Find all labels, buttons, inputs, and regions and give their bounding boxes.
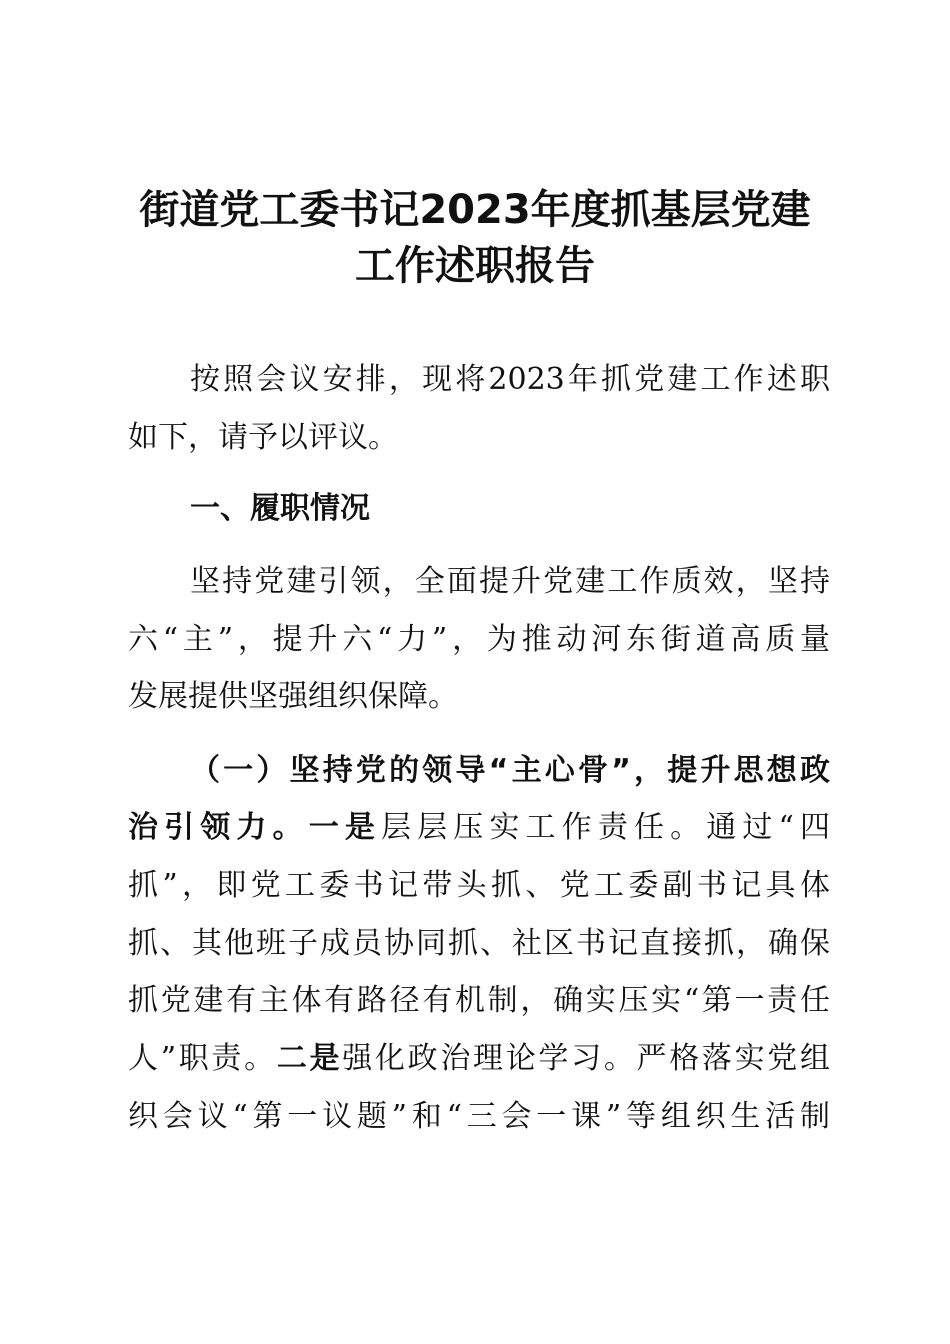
section1-para-line1: 坚持党建引领，全面提升党建工作质效，坚持 (190, 564, 830, 599)
sub1-heading-line1: （一）坚持党的领导“主心骨”，提升思想政 (190, 753, 830, 788)
document-title-line1: 街道党工委书记2023年度抓基层党建 (139, 187, 811, 233)
sub1-heading-line2-rest: 层层压实工作责任。通过“四 (380, 810, 830, 845)
section1-heading: 一、履职情况 (190, 491, 370, 526)
sub1-heading-line2-bold: 治引领力。一是 (128, 810, 381, 845)
section1-para-line2: 六“主”，提升六“力”，为推动河东街道高质量 (128, 622, 830, 657)
sub1-line2 (128, 808, 830, 848)
sub1-line7: 织会议“第一议题”和“三会一课”等组织生活制 (128, 1099, 830, 1134)
sub1-line4: 抓、其他班子成员协同抓、社区书记直接抓，确保 (128, 926, 830, 961)
document-title-line2: 工作述职报告 (355, 243, 595, 289)
sub1-line3: 抓”，即党工委书记带头抓、党工委副书记具体 (128, 868, 830, 903)
intro-line1: 按照会议安排，现将2023年抓党建工作述职 (190, 362, 830, 397)
section1-para-line3: 发展提供坚强组织保障。 (128, 679, 458, 714)
sub1-line6-b: 强化政治理论学习。严格落实党组 (342, 1041, 831, 1076)
sub1-line5: 抓党建有主体有路径有机制，确实压实“第一责任 (128, 983, 830, 1018)
intro-line2: 如下，请予以评议。 (128, 420, 398, 455)
sub1-line6-bold: 二是 (276, 1041, 343, 1076)
sub1-line6 (128, 1039, 830, 1079)
sub1-line6-a: 人”职责。 (128, 1041, 277, 1076)
